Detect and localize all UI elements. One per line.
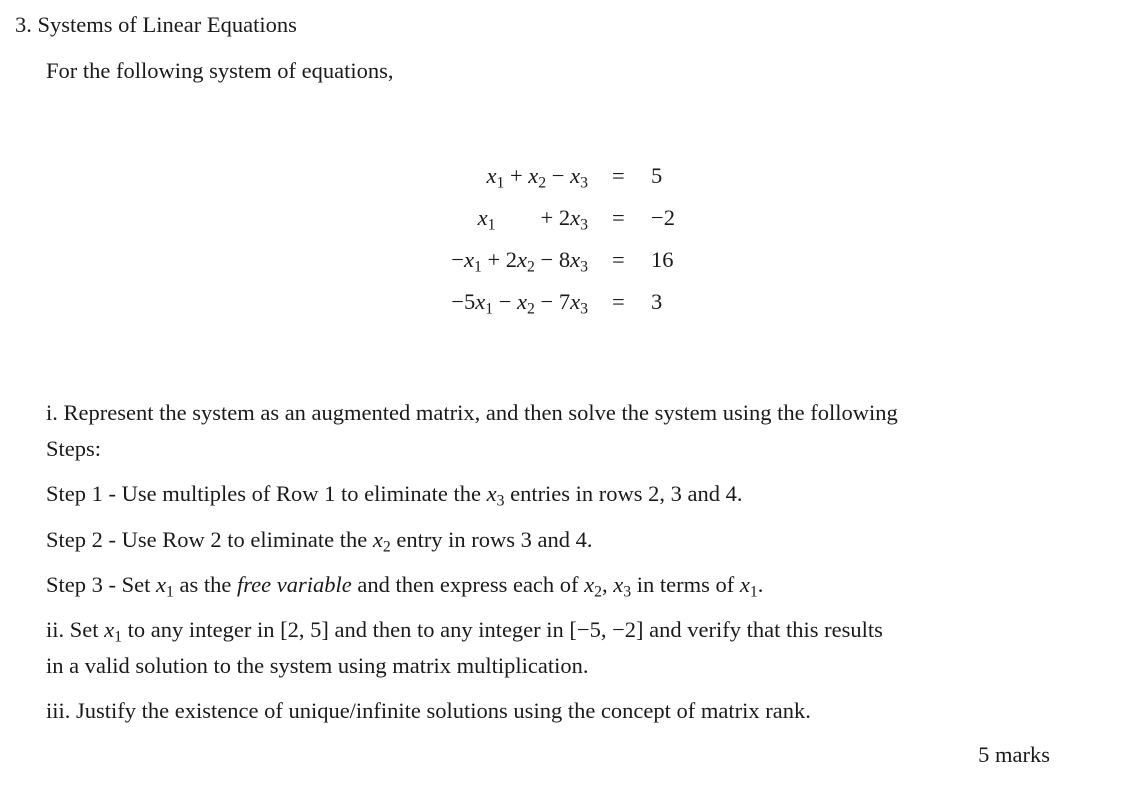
intro-text: For the following system of equations, <box>46 58 394 83</box>
question-heading: 3. Systems of Linear Equations <box>15 12 297 37</box>
equation-rhs: 3 <box>651 289 663 314</box>
step-2: Step 2 - Use Row 2 to eliminate the $x_2$ entry in rows 3 and 4. <box>46 527 593 556</box>
part-ii-line2: in a valid solution to the system using matrix multiplication. <box>46 653 589 678</box>
equation-lhs: $x_1$ + $2x_3$ <box>477 205 588 234</box>
step-1: Step 1 - Use multiples of Row 1 to eliminate the $x_3$ entries in rows 2, 3 and 4. <box>46 481 743 510</box>
marks-label: 5 marks <box>978 742 1050 767</box>
equals-sign: = <box>612 205 625 230</box>
equals-sign: = <box>612 289 625 314</box>
part-i-line1: i. Represent the system as an augmented matrix, and then solve the system using the following <box>46 400 898 425</box>
equation-rhs: 16 <box>651 247 674 272</box>
equation-lhs: $-5x_1 - x_2 - 7x_3$ <box>451 289 588 318</box>
step-3: Step 3 - Set $x_1$ as the free variable and then express each of $x_2$, $x_3$ in terms of $x_1$. <box>46 572 764 601</box>
equation-lhs: $-x_1 + 2x_2 - 8x_3$ <box>451 247 588 276</box>
part-iii: iii. Justify the existence of unique/infinite solutions using the concept of matrix rank. <box>46 698 811 723</box>
equation-rhs: −2 <box>651 205 675 230</box>
equation-rhs: 5 <box>651 163 663 188</box>
part-ii-line1: ii. Set $x_1$ to any integer in [2, 5] and then to any integer in [−5, −2] and verify that this results <box>46 617 883 646</box>
equals-sign: = <box>612 247 625 272</box>
equation-lhs: $x_1 + x_2 - x_3$ <box>486 163 588 192</box>
part-i-line2: Steps: <box>46 436 102 461</box>
equals-sign: = <box>612 163 625 188</box>
